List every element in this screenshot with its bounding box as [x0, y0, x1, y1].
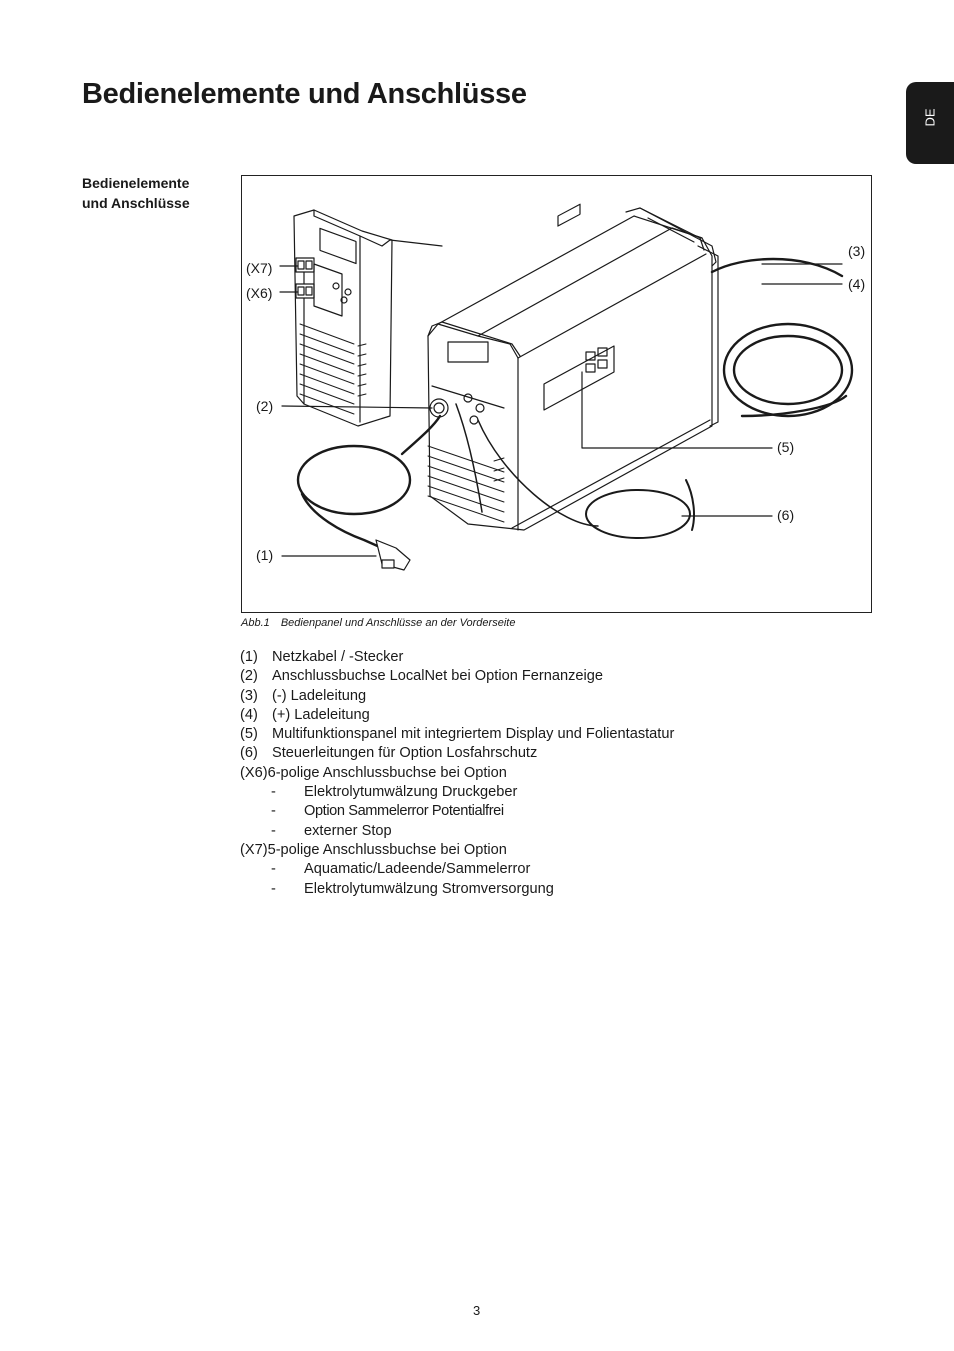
legend-item-x7 [240, 841, 674, 860]
legend-subitem [240, 802, 674, 821]
rear-unit-drawing [294, 210, 442, 426]
main-unit-drawing [428, 204, 718, 530]
legend-subitem-text: externer Stop [304, 822, 392, 839]
legend-item-text: Steuerleitungen für Option Losfahrschutz [272, 745, 538, 762]
legend-item-text: 5-polige Anschlussbuchse bei Option [267, 841, 507, 858]
legend-item-number: (1) [240, 649, 258, 665]
legend-item-number: (4) [240, 706, 258, 723]
legend-item-x6 [240, 764, 674, 783]
legend-subitem-text: Aquamatic/Ladeende/Sammelerror [304, 861, 531, 878]
section-label-line1: Bedienelemente [82, 175, 190, 191]
legend-item [240, 648, 674, 667]
legend-list [240, 648, 674, 899]
legend-item [240, 744, 674, 763]
legend-subitem [240, 783, 674, 802]
legend-item-text: Netzkabel / -Stecker [272, 649, 404, 665]
dash-bullet: - [271, 880, 276, 897]
legend-item-text: 6-polige Anschlussbuchse bei Option [267, 764, 507, 781]
legend-item-number: (6) [240, 745, 258, 762]
figure-caption [241, 617, 515, 629]
callout-6: (6) [777, 507, 795, 523]
legend-subitem-text: Elektrolytumwälzung Stromversorgung [304, 880, 554, 897]
legend-item [240, 667, 674, 686]
section-label [82, 173, 232, 213]
legend-item-text: Multifunktionspanel mit integriertem Display und Folientastatur [272, 726, 675, 743]
dash-bullet: - [271, 822, 276, 839]
legend-subitem [240, 860, 674, 879]
language-tab [906, 82, 954, 164]
callout-5: (5) [777, 439, 795, 455]
legend-item [240, 687, 674, 706]
callout-4: (4) [848, 276, 866, 292]
legend-subitem-text: Elektrolytumwälzung Druckgeber [304, 784, 518, 801]
legend-item-number: (5) [240, 726, 258, 743]
caption-number: Abb.1 [241, 617, 270, 629]
legend-item-number: (X7) [240, 841, 268, 858]
section-label-line2: und Anschlüsse [82, 195, 190, 211]
callout-3: (3) [848, 243, 866, 259]
callout-x6: (X6) [246, 285, 273, 301]
legend-item-number: (3) [240, 687, 258, 704]
caption-text: Bedienpanel und Anschlüsse an der Vorderseite [280, 617, 516, 629]
language-tab-label: DE [922, 108, 938, 127]
callout-2: (2) [256, 398, 274, 414]
legend-subitem [240, 822, 674, 841]
device-illustration [242, 176, 871, 612]
legend-subitem [240, 880, 674, 899]
legend-subitem-text: Option Sammelerror Potentialfrei [304, 803, 504, 820]
legend-item-number: (2) [240, 668, 258, 685]
callout-1: (1) [256, 547, 274, 563]
legend-item-text: (-) Ladeleitung [272, 687, 367, 704]
dash-bullet: - [271, 784, 276, 801]
figure-frame [241, 175, 872, 613]
page-title: Bedienelemente und Anschlüsse [82, 78, 527, 110]
dash-bullet: - [271, 803, 276, 820]
page-number: 3 [473, 1303, 481, 1318]
legend-item [240, 706, 674, 725]
legend-item [240, 725, 674, 744]
legend-item-number: (X6) [240, 764, 268, 781]
callout-x7: (X7) [246, 260, 273, 276]
legend-item-text: (+) Ladeleitung [272, 706, 370, 723]
dash-bullet: - [271, 861, 276, 878]
legend-item-text: Anschlussbuchse LocalNet bei Option Fernanzeige [272, 668, 603, 685]
